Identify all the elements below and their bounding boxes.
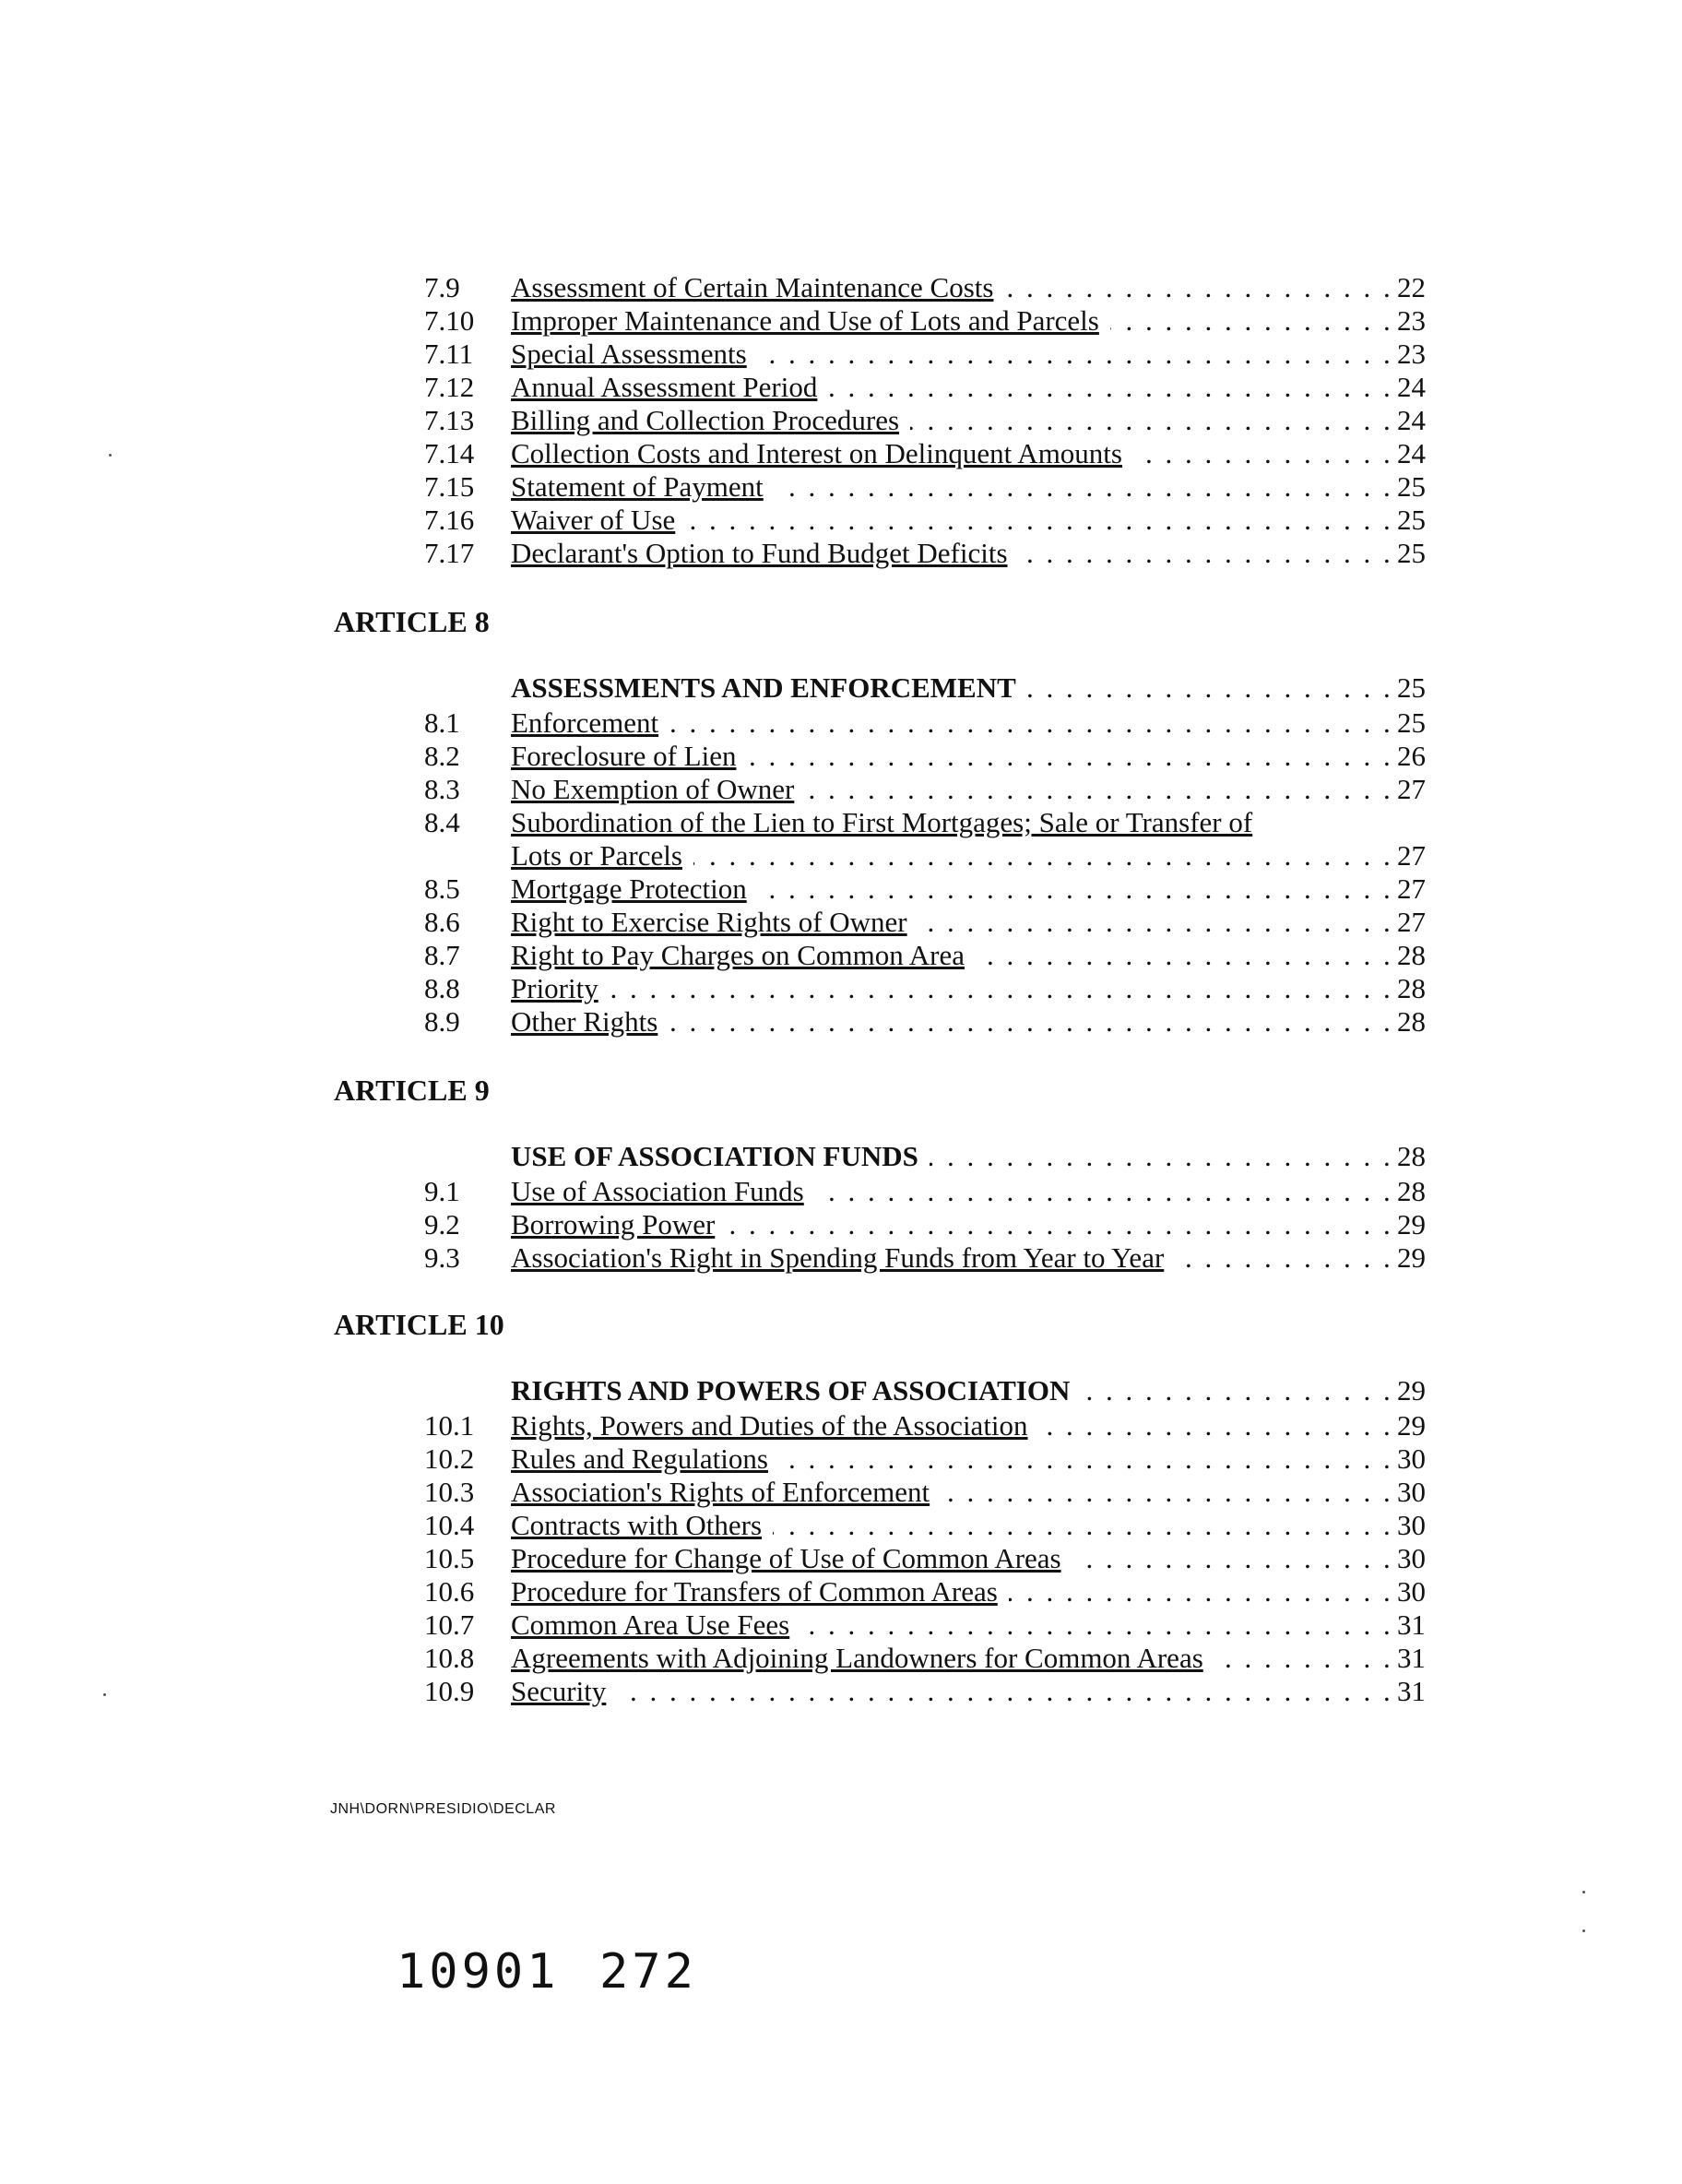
section-number: 7.11 <box>424 338 474 370</box>
page-number: 31 <box>1397 1608 1426 1641</box>
toc-entry <box>0 972 1682 1005</box>
toc-entry <box>0 740 1682 773</box>
page-number: 22 <box>1397 271 1426 303</box>
section-title: Priority . . . <box>511 972 1405 1005</box>
toc-entry <box>0 1608 1682 1642</box>
section-title: Association's Rights of Enforcement . . . <box>511 1476 1405 1509</box>
page-number: 23 <box>1397 338 1426 370</box>
section-title: Rules and Regulations . . . <box>511 1442 1405 1476</box>
page-number: 28 <box>1397 1140 1426 1172</box>
section-title: Rights, Powers and Duties of the Association . . . <box>511 1409 1405 1442</box>
article-heading-row <box>0 1374 1682 1407</box>
document-path: JNH\DORN\PRESIDIO\DECLAR <box>330 1801 556 1817</box>
toc-entry <box>0 1542 1682 1575</box>
page-number: 25 <box>1397 706 1426 739</box>
section-number: 10.9 <box>424 1675 475 1707</box>
section-title: Improper Maintenance and Use of Lots and Parcels . . . <box>511 304 1405 338</box>
section-title: Billing and Collection Procedures . . . <box>511 404 1405 437</box>
toc-entry <box>0 437 1682 470</box>
toc-entry <box>0 806 1682 839</box>
toc-entry <box>0 470 1682 504</box>
toc-entry <box>0 706 1682 740</box>
toc-entry <box>0 404 1682 437</box>
toc-entry-continuation <box>0 839 1682 872</box>
page-number: 30 <box>1397 1509 1426 1541</box>
section-title: Borrowing Power . . . <box>511 1208 1405 1241</box>
section-title: Annual Assessment Period . . . <box>511 371 1405 404</box>
page-number: 25 <box>1397 504 1426 536</box>
section-title: Enforcement . . . <box>511 706 1405 740</box>
article-heading: RIGHTS AND POWERS OF ASSOCIATION . . . <box>511 1374 1405 1407</box>
section-number: 9.2 <box>424 1208 460 1240</box>
toc-entry <box>0 1509 1682 1542</box>
section-number: 10.5 <box>424 1542 475 1574</box>
section-number: 8.3 <box>424 773 460 805</box>
page-number: 29 <box>1397 1374 1426 1407</box>
page-number: 24 <box>1397 437 1426 469</box>
section-title: Agreements with Adjoining Landowners for Common Areas . . . <box>511 1642 1405 1675</box>
section-title: Declarant's Option to Fund Budget Deficits . . . <box>511 537 1405 570</box>
page-number: 25 <box>1397 671 1426 704</box>
toc-entry <box>0 773 1682 806</box>
article-label: ARTICLE 8 <box>334 605 490 638</box>
section-number: 10.3 <box>424 1476 475 1508</box>
section-title: Common Area Use Fees . . . <box>511 1608 1405 1642</box>
section-number: 8.9 <box>424 1005 460 1038</box>
section-number: 8.7 <box>424 939 460 971</box>
section-title: Right to Exercise Rights of Owner . . . <box>511 906 1405 939</box>
section-number: 7.12 <box>424 371 475 403</box>
section-title: Procedure for Change of Use of Common Areas . . . <box>511 1542 1405 1575</box>
section-number: 8.8 <box>424 972 460 1004</box>
section-number: 10.6 <box>424 1575 475 1608</box>
article-label: ARTICLE 10 <box>334 1308 504 1341</box>
section-title: Statement of Payment . . . <box>511 470 1405 504</box>
page-number: 29 <box>1397 1409 1426 1442</box>
toc-entry <box>0 939 1682 972</box>
page-number: 25 <box>1397 470 1426 503</box>
toc-entry <box>0 872 1682 906</box>
section-number: 10.1 <box>424 1409 475 1442</box>
toc-entry <box>0 1005 1682 1039</box>
section-number: 8.1 <box>424 706 460 739</box>
section-title: Contracts with Others . . . <box>511 1509 1405 1542</box>
toc-entry <box>0 1575 1682 1608</box>
article-heading-row <box>0 1140 1682 1173</box>
scan-speck <box>103 1693 106 1696</box>
section-title: Use of Association Funds . . . <box>511 1175 1405 1208</box>
toc-entry <box>0 304 1682 338</box>
page-number: 27 <box>1397 906 1426 938</box>
section-title: Collection Costs and Interest on Delinquent Amounts . . . <box>511 437 1405 470</box>
toc-entry <box>0 1476 1682 1509</box>
toc-entry <box>0 271 1682 304</box>
section-number: 7.16 <box>424 504 475 536</box>
section-number: 9.3 <box>424 1241 460 1274</box>
page-number: 30 <box>1397 1575 1426 1608</box>
section-title: Special Assessments . . . <box>511 338 1405 371</box>
section-number: 8.5 <box>424 872 460 905</box>
page-number: 29 <box>1397 1241 1426 1274</box>
section-title: Security . . . <box>511 1675 1405 1708</box>
toc-entry <box>0 1409 1682 1442</box>
section-number: 10.7 <box>424 1608 475 1641</box>
page-number: 31 <box>1397 1675 1426 1707</box>
toc-entry <box>0 1442 1682 1476</box>
section-title: Other Rights . . . <box>511 1005 1405 1039</box>
article-heading-row <box>0 671 1682 705</box>
scan-speck <box>1582 1891 1585 1893</box>
page-number: 30 <box>1397 1442 1426 1475</box>
section-number: 7.10 <box>424 304 475 337</box>
toc-entry <box>0 1241 1682 1275</box>
page-number: 28 <box>1397 1005 1426 1038</box>
page-number: 28 <box>1397 939 1426 971</box>
toc-entry <box>0 371 1682 404</box>
page-number: 27 <box>1397 773 1426 805</box>
section-title: Subordination of the Lien to First Mortgages; Sale or Transfer of <box>511 806 1405 839</box>
article-label: ARTICLE 9 <box>334 1074 490 1107</box>
page-number: 25 <box>1397 537 1426 569</box>
page-number: 28 <box>1397 972 1426 1004</box>
section-title: Assessment of Certain Maintenance Costs . . . <box>511 271 1405 304</box>
page-number: 29 <box>1397 1208 1426 1240</box>
page-number: 24 <box>1397 404 1426 436</box>
article-heading: ASSESSMENTS AND ENFORCEMENT . . . <box>511 671 1405 705</box>
toc-entry <box>0 1208 1682 1241</box>
page-number-stamp: 272 <box>599 1944 697 2000</box>
section-number: 7.17 <box>424 537 475 569</box>
section-number: 7.14 <box>424 437 475 469</box>
toc-entry <box>0 906 1682 939</box>
toc-entry <box>0 504 1682 537</box>
section-number: 8.4 <box>424 806 460 838</box>
page-number: 28 <box>1397 1175 1426 1207</box>
scan-speck <box>109 454 112 457</box>
section-number: 7.13 <box>424 404 475 436</box>
book-number-stamp: 10901 <box>397 1944 560 2000</box>
page-number: 30 <box>1397 1542 1426 1574</box>
section-title: Waiver of Use . . . <box>511 504 1405 537</box>
section-number: 8.2 <box>424 740 460 772</box>
section-title: Procedure for Transfers of Common Areas . . . <box>511 1575 1405 1608</box>
section-number: 7.9 <box>424 271 460 303</box>
section-title: No Exemption of Owner . . . <box>511 773 1405 806</box>
toc-entry <box>0 1175 1682 1208</box>
page-number: 24 <box>1397 371 1426 403</box>
scan-speck <box>1582 1929 1585 1932</box>
section-title: Foreclosure of Lien . . . <box>511 740 1405 773</box>
toc-entry <box>0 1642 1682 1675</box>
page-number: 30 <box>1397 1476 1426 1508</box>
section-number: 10.8 <box>424 1642 475 1674</box>
page-number: 27 <box>1397 839 1426 872</box>
toc-entry <box>0 1675 1682 1708</box>
article-heading: USE OF ASSOCIATION FUNDS . . . <box>511 1140 1405 1173</box>
section-title: Association's Right in Spending Funds from Year to Year . . . <box>511 1241 1405 1275</box>
page-number: 26 <box>1397 740 1426 772</box>
section-number: 9.1 <box>424 1175 460 1207</box>
toc-entry <box>0 537 1682 570</box>
section-number: 7.15 <box>424 470 475 503</box>
page-number: 31 <box>1397 1642 1426 1674</box>
toc-entry <box>0 338 1682 371</box>
section-number: 8.6 <box>424 906 460 938</box>
page-number: 23 <box>1397 304 1426 337</box>
section-title: Mortgage Protection . . . <box>511 872 1405 906</box>
page-number: 27 <box>1397 872 1426 905</box>
section-title-continued: Lots or Parcels . . . <box>511 839 1405 872</box>
section-number: 10.2 <box>424 1442 475 1475</box>
section-number: 10.4 <box>424 1509 475 1541</box>
section-title: Right to Pay Charges on Common Area . . . <box>511 939 1405 972</box>
